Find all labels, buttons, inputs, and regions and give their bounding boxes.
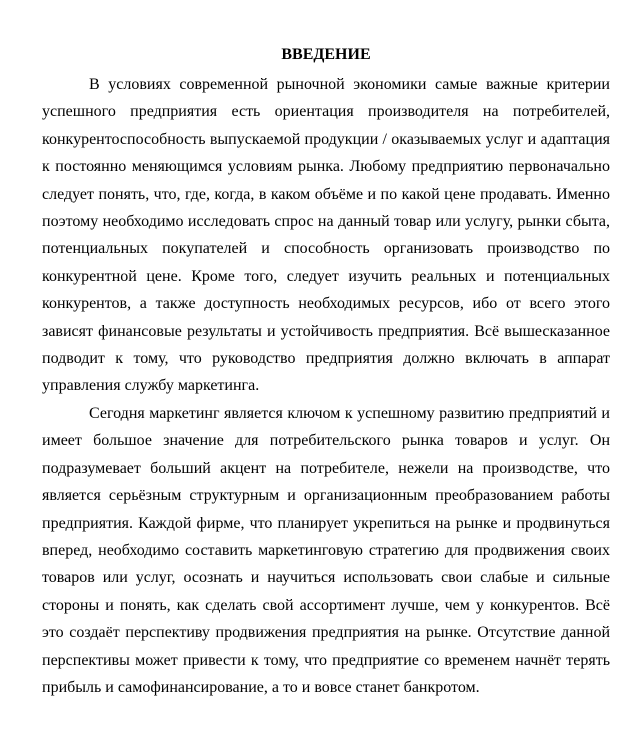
paragraph-1: В условиях современной рыночной экономики самые важные критерии успешного предприятия есть ориентация производителя на потребителей, конкурентоспособность выпускаемой продукции / оказываемых услуг и адаптация к постоянно меняющимся условиям рынка. Любому предприятию первоначально следует понять, что, где, когда, в каком объёме и по какой цене продавать. Именно поэтому необходимо исследовать спрос на данный товар или услугу, рынки сбыта, потенциальных покупателей и способность организовать производство по конкурентной цене. Кроме того, следует изучить реальных и потенциальных конкурентов, а также доступность необходимых ресурсов, ибо от всего этого зависят финансовые результаты и устойчивость предприятия. Всё вышесказанное подводит к тому, что руководство предприятия должно включать в аппарат управления службу маркетинга. xyxy=(42,76,610,395)
paragraph-2: Сегодня маркетинг является ключом к успешному развитию предприятий и имеет большое значение для потребительского рынка товаров и услуг. Он подразумевает больший акцент на потребителе, нежели на производстве, что является серьёзным структурным и организационным преобразованием работы предприятия. Каждой фирме, что планирует укрепиться на рынке и продвинуться вперед, необходимо составить маркетинговую стратегию для продвижения своих товаров или услуг, осознать и научиться использовать свои слабые и сильные стороны и понять, как сделать свой ассортимент лучше, чем у конкурентов. Всё это создаёт перспективу продвижения предприятия на рынке. Отсутствие данной перспективы может привести к тому, что предприятие со временем начнёт терять прибыль и самофинансирование, а то и вовсе станет банкротом. xyxy=(42,404,610,696)
section-heading: ВВЕДЕНИЕ xyxy=(281,46,371,63)
